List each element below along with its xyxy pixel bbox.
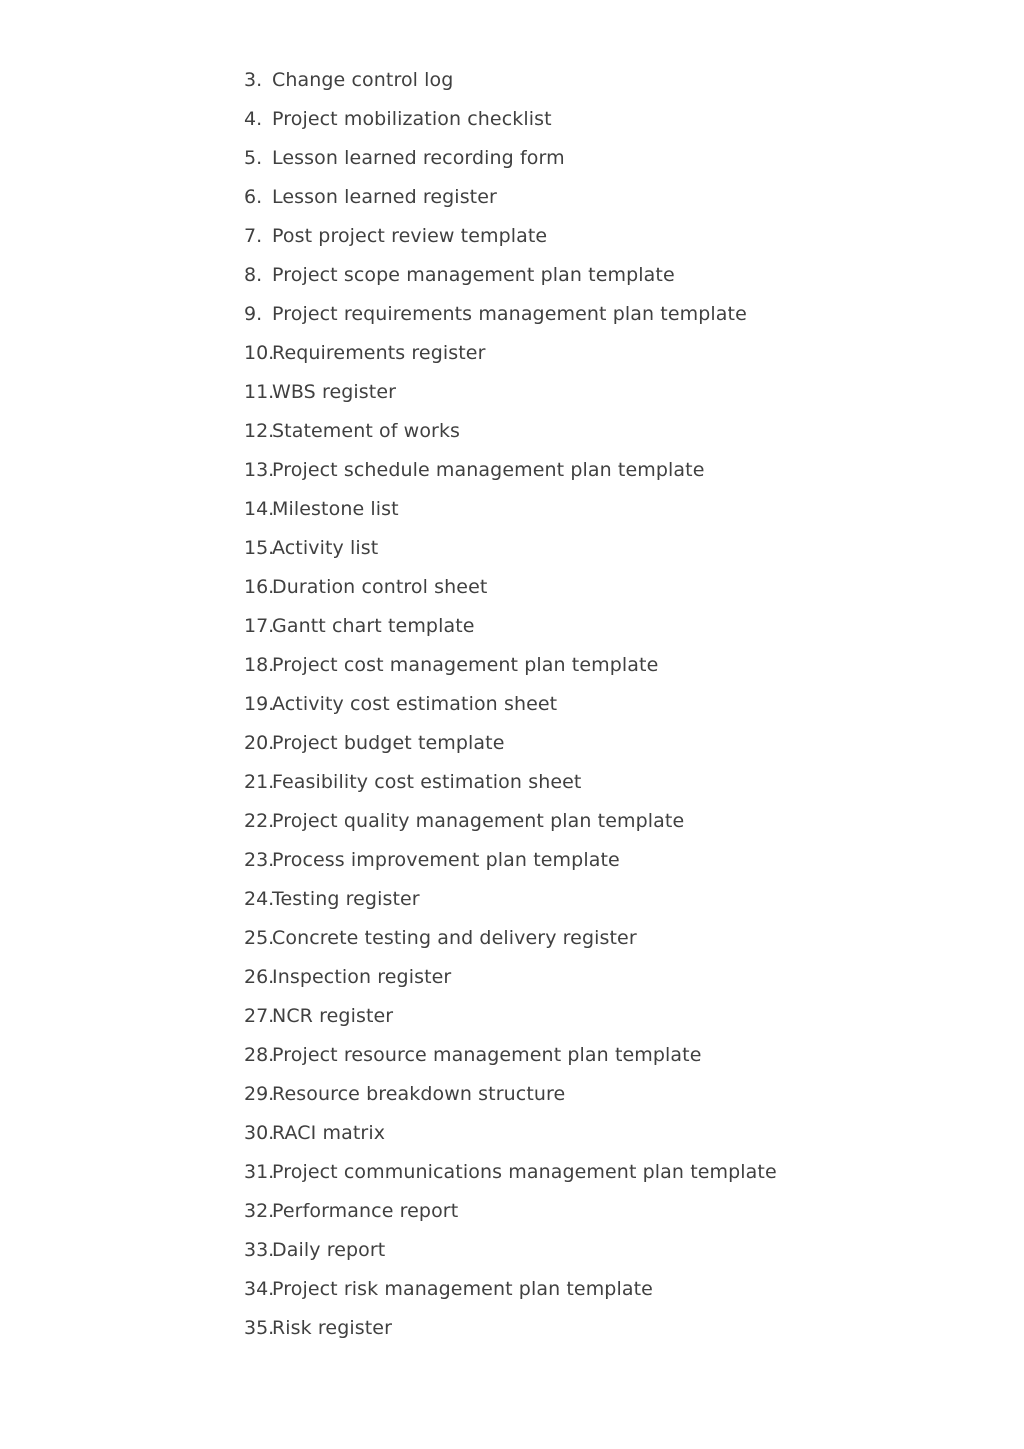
list-item: [244, 181, 777, 220]
item-text: Performance report: [272, 1200, 459, 1222]
item-number: 10.: [244, 342, 275, 364]
item-text: Post project review template: [272, 225, 548, 247]
item-text: Project quality management plan template: [272, 810, 685, 832]
item-number: 13.: [244, 459, 275, 481]
item-number: 28.: [244, 1044, 275, 1066]
list-item: [244, 649, 777, 688]
item-number: 23.: [244, 849, 275, 871]
list-item: [244, 1000, 777, 1039]
item-text: Project mobilization checklist: [272, 108, 552, 130]
item-text: RACI matrix: [272, 1122, 386, 1144]
item-text: Gantt chart template: [272, 615, 475, 637]
list-item: [244, 961, 777, 1000]
list-item: [244, 220, 777, 259]
list-item: [244, 1195, 777, 1234]
item-text: WBS register: [272, 381, 397, 403]
list-item: [244, 1234, 777, 1273]
item-number: 17.: [244, 615, 275, 637]
item-text: Daily report: [272, 1239, 386, 1261]
item-text: Project scope management plan template: [272, 264, 675, 286]
item-number: 33.: [244, 1239, 275, 1261]
list-item: [244, 1156, 777, 1195]
item-text: NCR register: [272, 1005, 394, 1027]
item-text: Testing register: [272, 888, 420, 910]
item-number: 31.: [244, 1161, 275, 1183]
item-number: 25.: [244, 927, 275, 949]
item-number: 30.: [244, 1122, 275, 1144]
item-text: Activity cost estimation sheet: [272, 693, 558, 715]
list-item: [244, 883, 777, 922]
list-item: [244, 1312, 777, 1351]
list-item: [244, 1273, 777, 1312]
list-item: [244, 337, 777, 376]
item-text: Statement of works: [272, 420, 461, 442]
item-number: 18.: [244, 654, 275, 676]
item-number: 4.: [244, 108, 263, 130]
item-number: 32.: [244, 1200, 275, 1222]
item-number: 5.: [244, 147, 263, 169]
item-text: Milestone list: [272, 498, 399, 520]
item-number: 27.: [244, 1005, 275, 1027]
item-number: 26.: [244, 966, 275, 988]
list-item: [244, 610, 777, 649]
item-text: Requirements register: [272, 342, 486, 364]
item-text: Feasibility cost estimation sheet: [272, 771, 582, 793]
list-item: [244, 64, 777, 103]
item-number: 35.: [244, 1317, 275, 1339]
item-text: Duration control sheet: [272, 576, 488, 598]
list-item: [244, 688, 777, 727]
item-number: 15.: [244, 537, 275, 559]
item-text: Project budget template: [272, 732, 505, 754]
list-item: [244, 805, 777, 844]
item-text: Inspection register: [272, 966, 452, 988]
list-item: [244, 571, 777, 610]
list-item: [244, 1039, 777, 1078]
item-text: Change control log: [272, 69, 454, 91]
item-number: 29.: [244, 1083, 275, 1105]
item-number: 21.: [244, 771, 275, 793]
list-item: [244, 727, 777, 766]
item-number: 7.: [244, 225, 263, 247]
item-number: 6.: [244, 186, 263, 208]
list-item: [244, 922, 777, 961]
list-item: [244, 454, 777, 493]
item-text: Project requirements management plan template: [272, 303, 747, 325]
item-number: 24.: [244, 888, 275, 910]
item-text: Concrete testing and delivery register: [272, 927, 637, 949]
item-text: Risk register: [272, 1317, 392, 1339]
list-item: [244, 1078, 777, 1117]
item-number: 22.: [244, 810, 275, 832]
item-text: Project resource management plan template: [272, 1044, 702, 1066]
item-number: 3.: [244, 69, 263, 91]
list-item: [244, 376, 777, 415]
item-number: 11.: [244, 381, 275, 403]
item-number: 34.: [244, 1278, 275, 1300]
list-item: [244, 259, 777, 298]
item-number: 14.: [244, 498, 275, 520]
list-item: [244, 844, 777, 883]
list-item: [244, 532, 777, 571]
item-number: 20.: [244, 732, 275, 754]
item-text: Activity list: [272, 537, 379, 559]
item-number: 12.: [244, 420, 275, 442]
list-item: [244, 415, 777, 454]
item-number: 9.: [244, 303, 263, 325]
list-item: [244, 142, 777, 181]
template-list: [244, 64, 777, 1351]
item-text: Project schedule management plan template: [272, 459, 705, 481]
item-text: Resource breakdown structure: [272, 1083, 566, 1105]
item-number: 16.: [244, 576, 275, 598]
list-item: [244, 298, 777, 337]
list-item: [244, 103, 777, 142]
item-number: 8.: [244, 264, 263, 286]
item-text: Project communications management plan template: [272, 1161, 777, 1183]
item-number: 19.: [244, 693, 275, 715]
item-text: Lesson learned recording form: [272, 147, 565, 169]
item-text: Process improvement plan template: [272, 849, 620, 871]
list-item: [244, 493, 777, 532]
list-item: [244, 1117, 777, 1156]
item-text: Project risk management plan template: [272, 1278, 653, 1300]
item-text: Project cost management plan template: [272, 654, 659, 676]
item-text: Lesson learned register: [272, 186, 497, 208]
list-item: [244, 766, 777, 805]
